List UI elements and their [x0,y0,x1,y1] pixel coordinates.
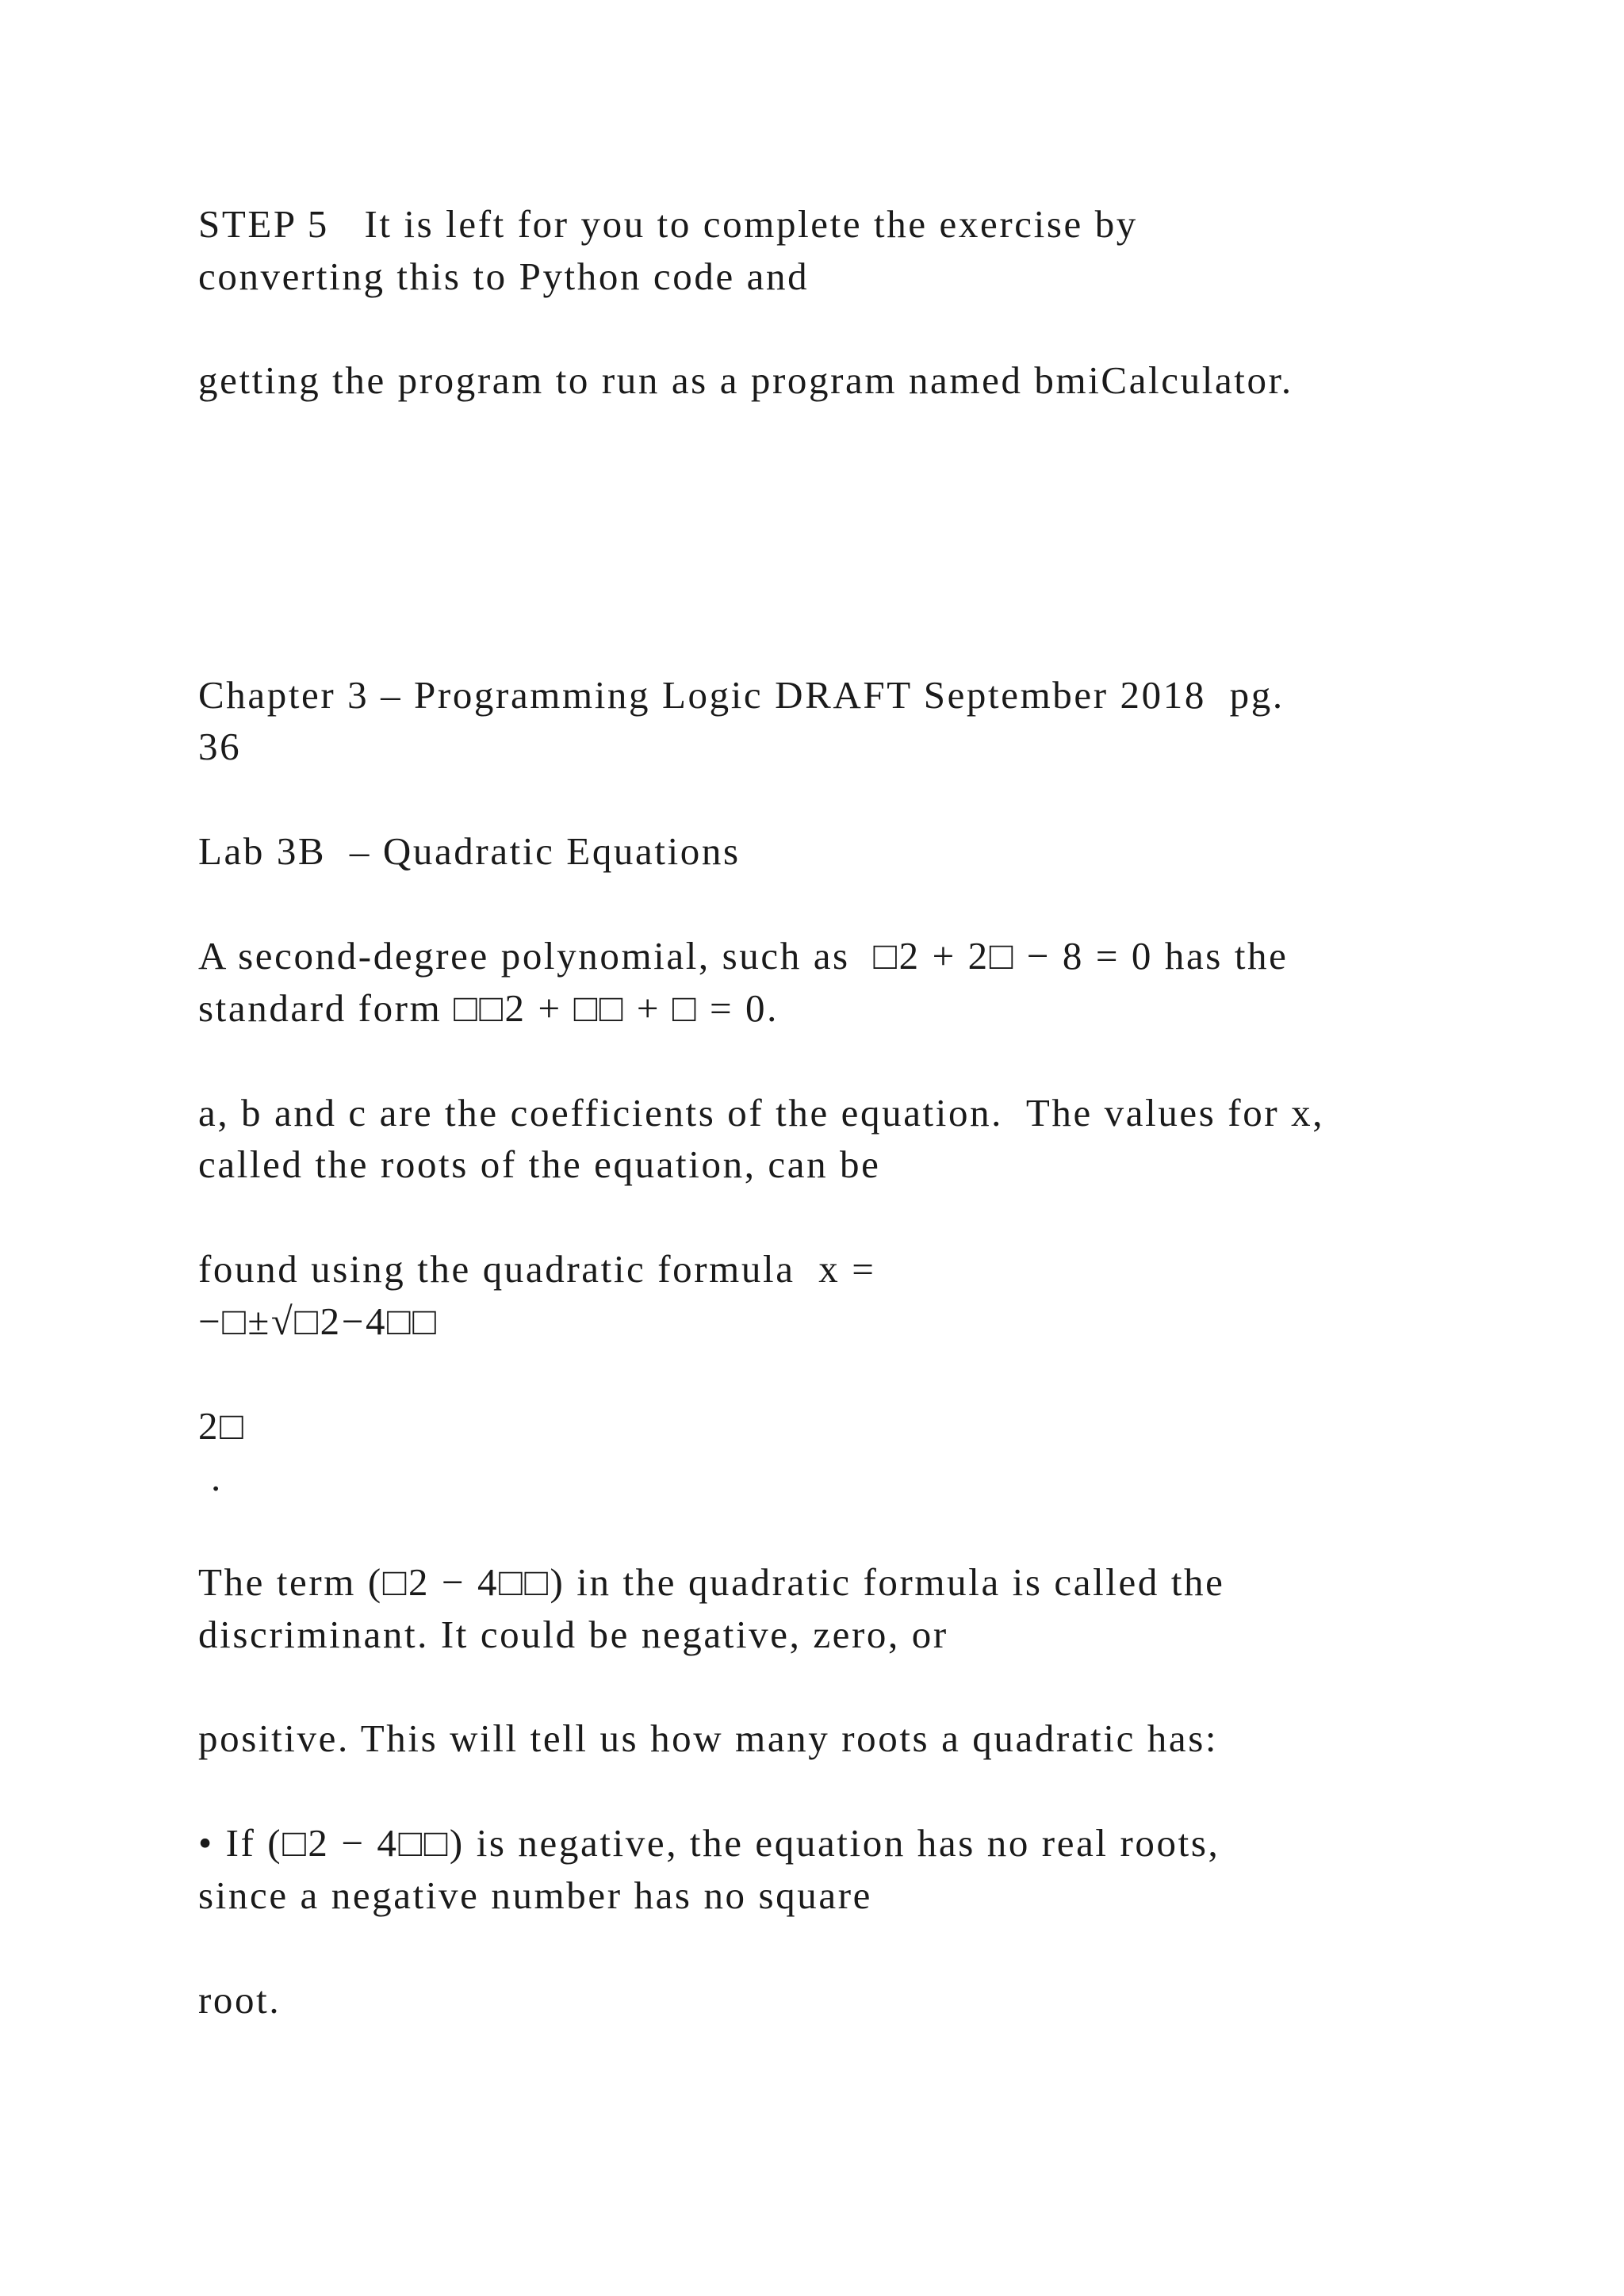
lab-title: Lab 3B – Quadratic Equations [198,829,741,873]
step5-line-1: STEP 5 It is left for you to complete the exercise by [198,202,1138,246]
polynomial-line-2: standard form □□2 + □□ + □ = 0. [198,986,779,1030]
step5-line-3: getting the program to run as a program named bmiCalculator. [198,358,1293,402]
bullet-negative-line-2: since a negative number has no square [198,1873,872,1917]
coefficients-line-1: a, b and c are the coefficients of the equation. The values for x, [198,1091,1325,1135]
discriminant-line-1: The term (□2 − 4□□) in the quadratic formula is called the [198,1560,1225,1604]
discriminant-line-3: positive. This will tell us how many roots a quadratic has: [198,1716,1219,1760]
coefficients-line-2: called the roots of the equation, can be [198,1142,881,1186]
polynomial-line-1: A second-degree polynomial, such as □2 + 2□ − 8 = 0 has the [198,934,1289,978]
formula-line: found using the quadratic formula x = [198,1247,876,1291]
bullet-negative-line-3: root. [198,1978,282,2022]
page-header-line-2: 36 [198,725,242,768]
discriminant-line-2: discriminant. It could be negative, zero, or [198,1613,948,1656]
bullet-negative-line-1: • If (□2 − 4□□) is negative, the equation has no real roots, [198,1821,1220,1865]
formula-denominator: 2□ [198,1404,246,1448]
formula-period: . [211,1456,221,1499]
step5-line-2: converting this to Python code and [198,254,810,298]
formula-numerator: −□±√□2−4□□ [198,1299,439,1343]
page-header-line-1: Chapter 3 – Programming Logic DRAFT September 2018 pg. [198,673,1285,717]
